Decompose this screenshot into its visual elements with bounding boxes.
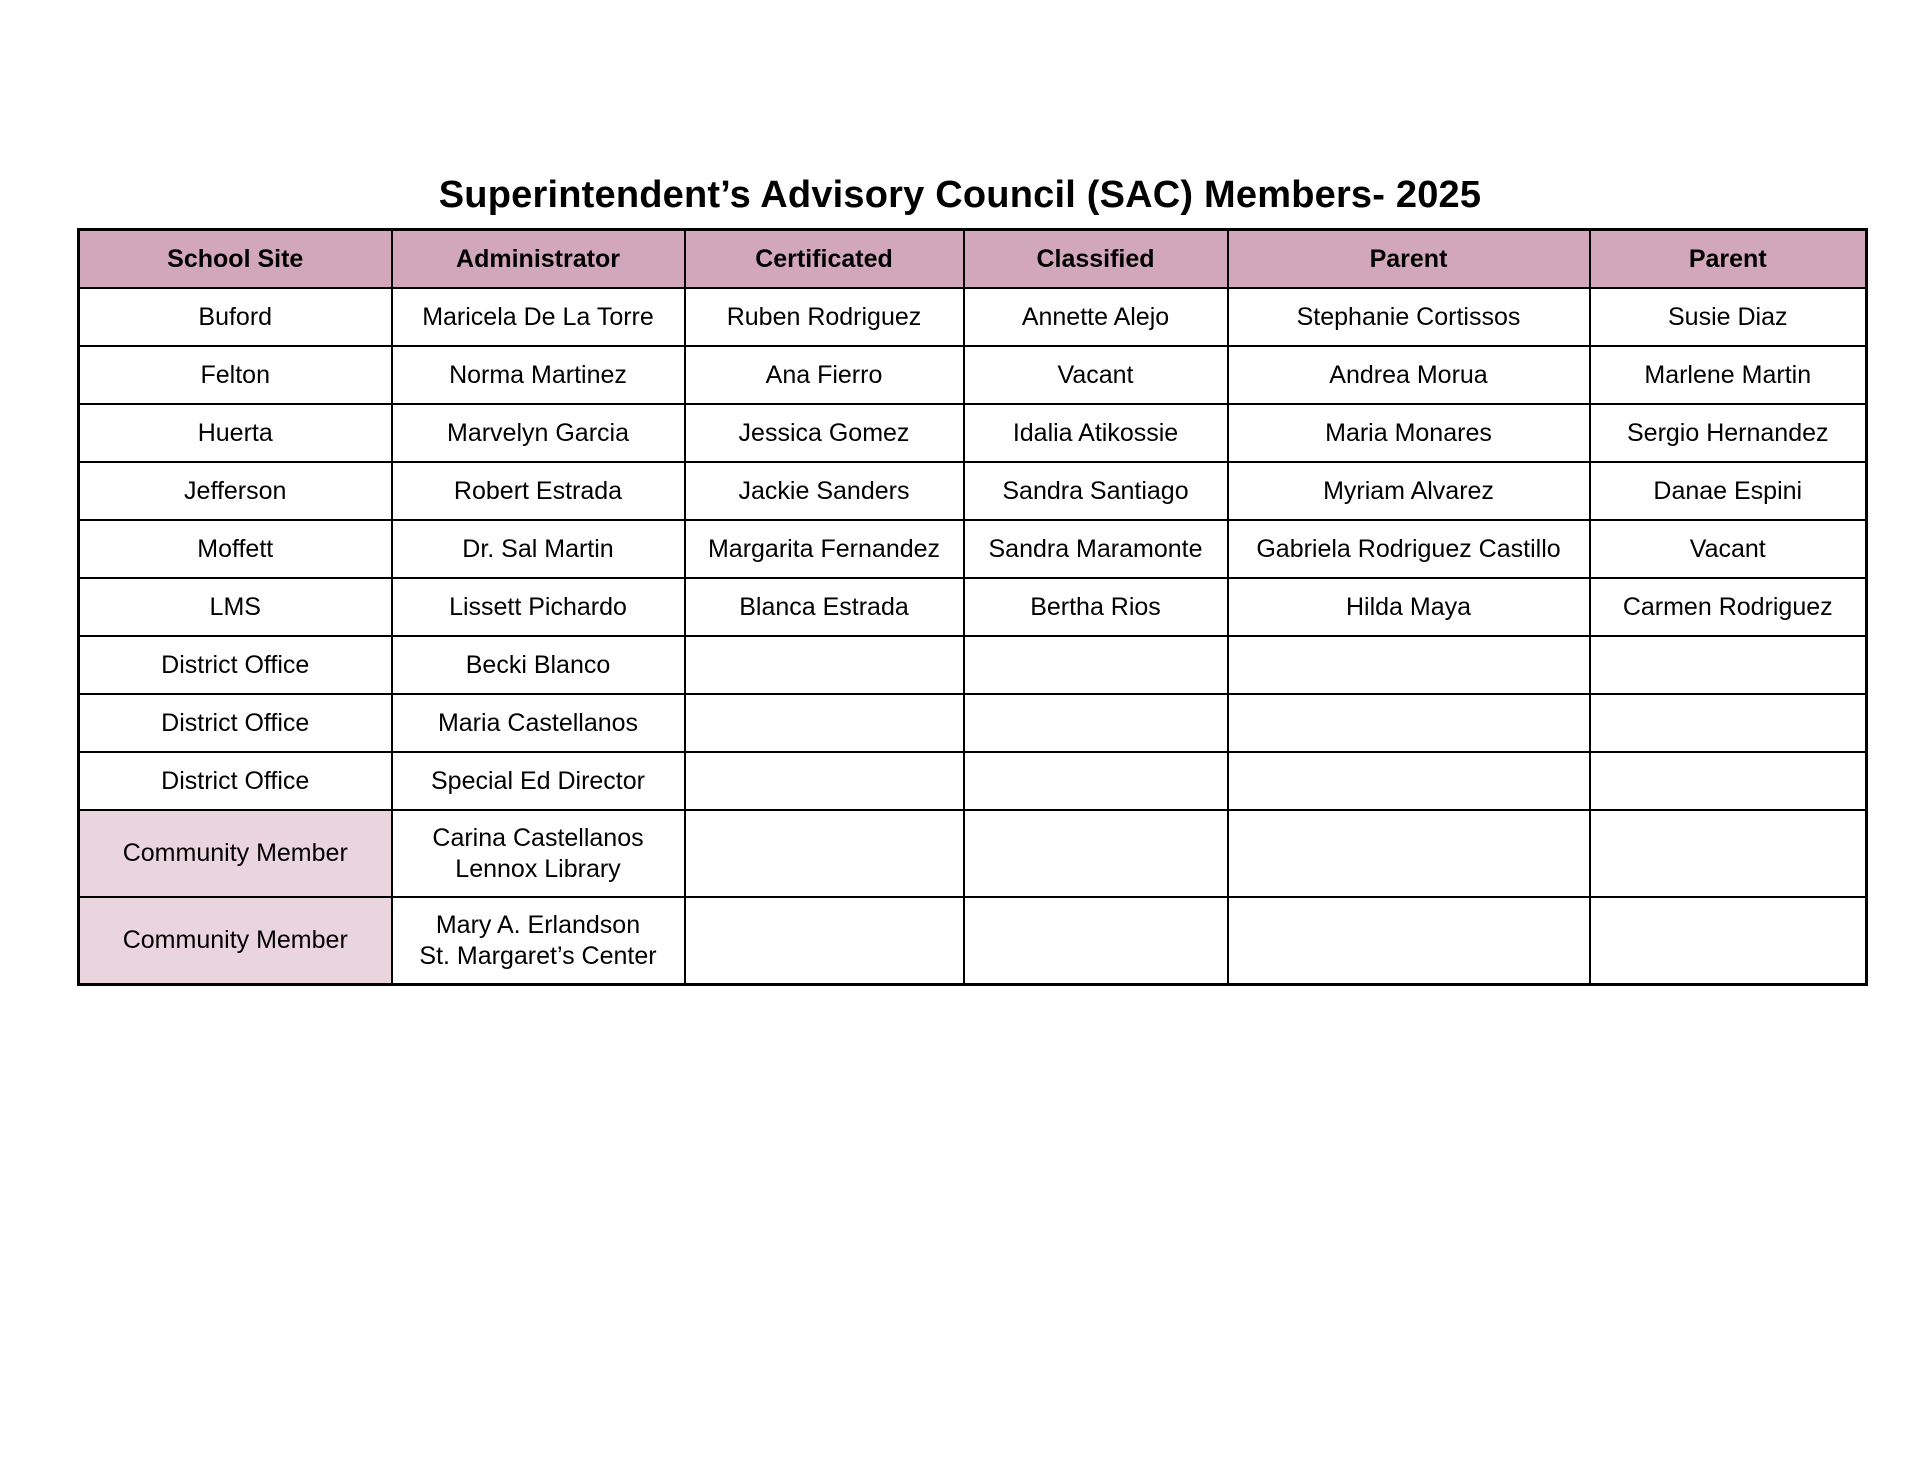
cell-parent-1: [1228, 752, 1590, 810]
cell-certificated: [685, 694, 964, 752]
cell-school-site: Jefferson: [79, 462, 392, 520]
header-school-site: School Site: [79, 230, 392, 289]
header-classified: Classified: [964, 230, 1228, 289]
cell-certificated: Blanca Estrada: [685, 578, 964, 636]
cell-classified: Sandra Maramonte: [964, 520, 1228, 578]
cell-administrator: Norma Martinez: [392, 346, 685, 404]
cell-certificated: Jackie Sanders: [685, 462, 964, 520]
cell-administrator: Marvelyn Garcia: [392, 404, 685, 462]
community-row: [79, 810, 1867, 897]
cell-classified: Sandra Santiago: [964, 462, 1228, 520]
cell-certificated: Ana Fierro: [685, 346, 964, 404]
cell-parent-2: [1590, 810, 1867, 897]
table-row: [79, 404, 1867, 462]
cell-parent-1: Maria Monares: [1228, 404, 1590, 462]
cell-certificated: [685, 897, 964, 985]
cell-school-site: Community Member: [79, 897, 392, 985]
header-parent-1: Parent: [1228, 230, 1590, 289]
cell-school-site: Felton: [79, 346, 392, 404]
admin-organization: Lennox Library: [455, 854, 621, 883]
cell-school-site: Moffett: [79, 520, 392, 578]
cell-classified: [964, 752, 1228, 810]
cell-classified: Bertha Rios: [964, 578, 1228, 636]
admin-name: Mary A. Erlandson: [435, 910, 641, 939]
cell-parent-1: Hilda Maya: [1228, 578, 1590, 636]
cell-classified: Idalia Atikossie: [964, 404, 1228, 462]
cell-administrator: [392, 810, 685, 897]
cell-school-site: District Office: [79, 752, 392, 810]
table-row: [79, 578, 1867, 636]
table-row: [79, 694, 1867, 752]
sac-members-table: [77, 228, 1868, 986]
cell-classified: Annette Alejo: [964, 288, 1228, 346]
cell-classified: Vacant: [964, 346, 1228, 404]
cell-parent-2: [1590, 694, 1867, 752]
cell-administrator: [392, 897, 685, 985]
header-administrator: Administrator: [392, 230, 685, 289]
cell-school-site: Buford: [79, 288, 392, 346]
header-certificated: Certificated: [685, 230, 964, 289]
cell-certificated: Ruben Rodriguez: [685, 288, 964, 346]
cell-classified: [964, 897, 1228, 985]
header-row: [79, 230, 1867, 289]
cell-parent-1: Myriam Alvarez: [1228, 462, 1590, 520]
cell-classified: [964, 694, 1228, 752]
cell-parent-1: Stephanie Cortissos: [1228, 288, 1590, 346]
cell-administrator: Robert Estrada: [392, 462, 685, 520]
cell-parent-1: [1228, 810, 1590, 897]
cell-classified: [964, 636, 1228, 694]
cell-parent-2: [1590, 752, 1867, 810]
cell-certificated: [685, 636, 964, 694]
cell-administrator: Maricela De La Torre: [392, 288, 685, 346]
table-row: [79, 520, 1867, 578]
cell-administrator: Special Ed Director: [392, 752, 685, 810]
cell-parent-1: Andrea Morua: [1228, 346, 1590, 404]
table-row: [79, 462, 1867, 520]
cell-parent-1: Gabriela Rodriguez Castillo: [1228, 520, 1590, 578]
cell-parent-2: Sergio Hernandez: [1590, 404, 1867, 462]
cell-parent-1: [1228, 897, 1590, 985]
cell-parent-2: Susie Diaz: [1590, 288, 1867, 346]
table-row: [79, 288, 1867, 346]
cell-school-site: Huerta: [79, 404, 392, 462]
cell-parent-2: Vacant: [1590, 520, 1867, 578]
admin-name: Carina Castellanos: [432, 823, 644, 852]
cell-parent-2: Marlene Martin: [1590, 346, 1867, 404]
cell-parent-1: [1228, 694, 1590, 752]
cell-school-site: Community Member: [79, 810, 392, 897]
cell-parent-1: [1228, 636, 1590, 694]
table-row: [79, 636, 1867, 694]
cell-classified: [964, 810, 1228, 897]
cell-administrator: Dr. Sal Martin: [392, 520, 685, 578]
cell-parent-2: [1590, 897, 1867, 985]
cell-school-site: District Office: [79, 636, 392, 694]
cell-certificated: [685, 752, 964, 810]
cell-administrator: Maria Castellanos: [392, 694, 685, 752]
community-row: [79, 897, 1867, 985]
cell-parent-2: Carmen Rodriguez: [1590, 578, 1867, 636]
cell-school-site: LMS: [79, 578, 392, 636]
cell-school-site: District Office: [79, 694, 392, 752]
header-parent-2: Parent: [1590, 230, 1867, 289]
cell-certificated: [685, 810, 964, 897]
cell-administrator: Becki Blanco: [392, 636, 685, 694]
cell-certificated: Jessica Gomez: [685, 404, 964, 462]
cell-parent-2: Danae Espini: [1590, 462, 1867, 520]
cell-certificated: Margarita Fernandez: [685, 520, 964, 578]
admin-organization: St. Margaret’s Center: [419, 941, 657, 970]
table-row: [79, 346, 1867, 404]
cell-parent-2: [1590, 636, 1867, 694]
cell-administrator: Lissett Pichardo: [392, 578, 685, 636]
table-row: [79, 752, 1867, 810]
page-title: Superintendent’s Advisory Council (SAC) Members- 2025: [438, 174, 1482, 216]
